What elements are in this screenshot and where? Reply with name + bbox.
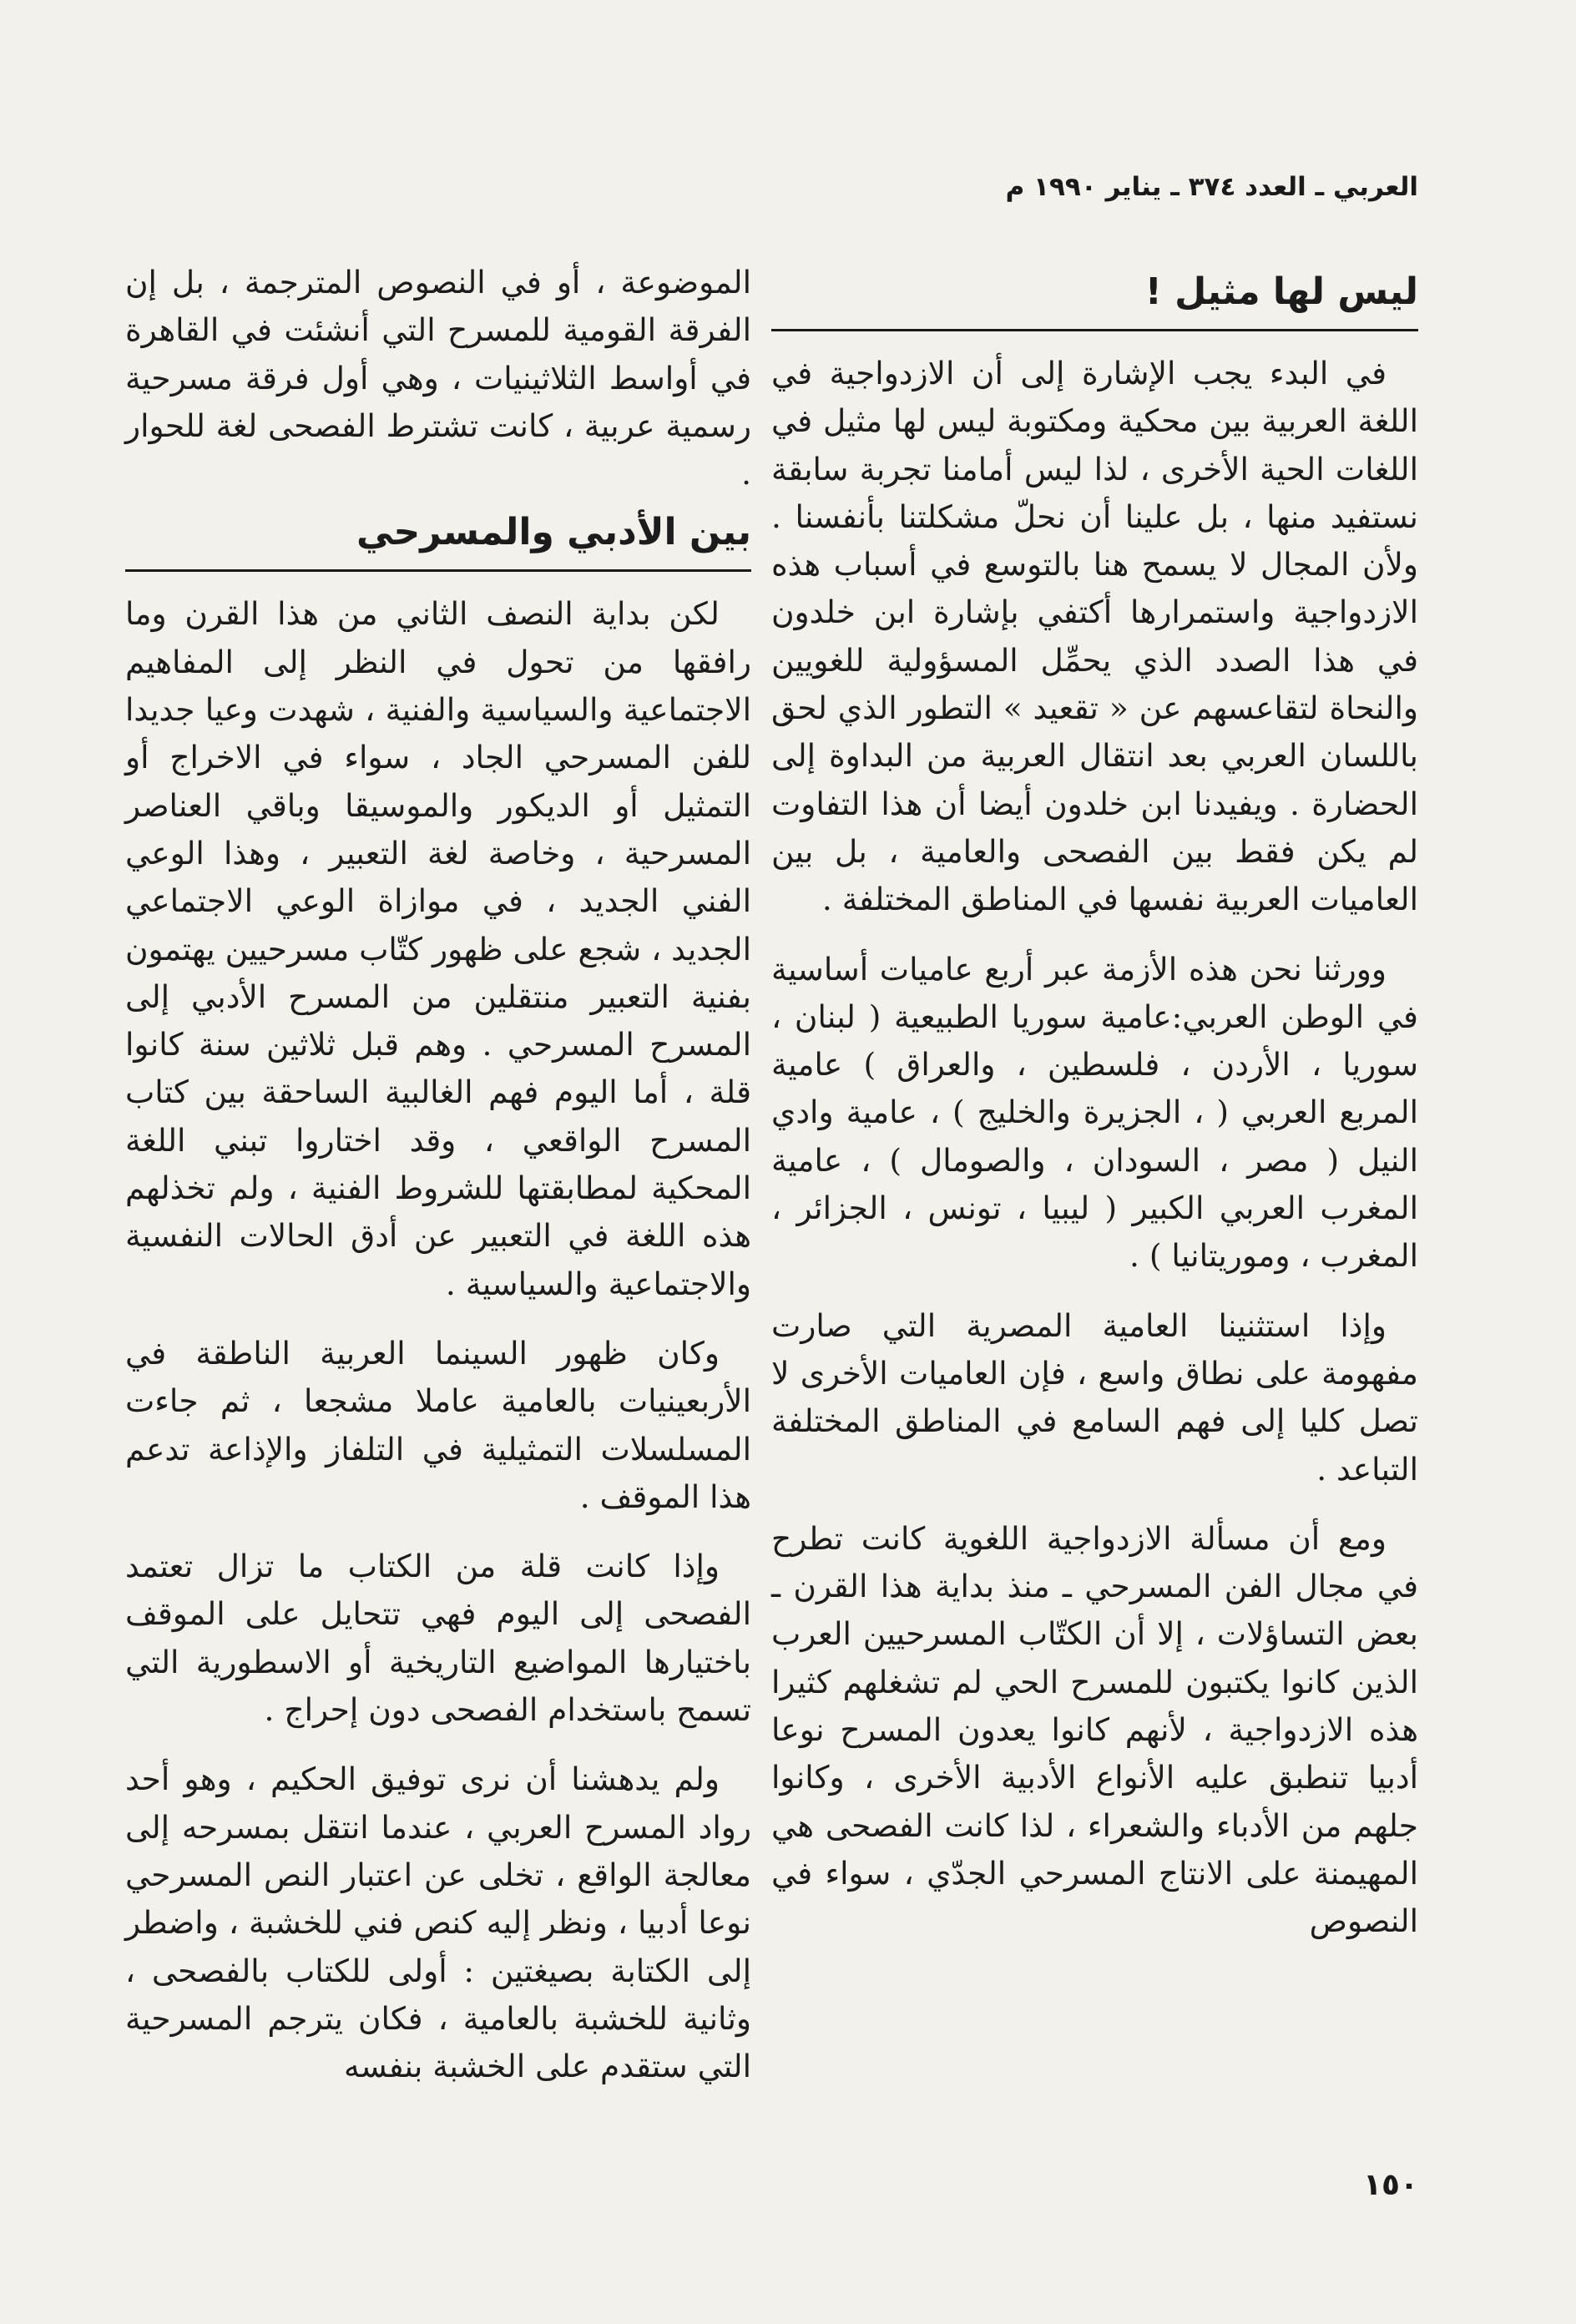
paragraph: في البدء يجب الإشارة إلى أن الازدواجية في اللغة العربية بين محكية ومكتوبة ليس لها مثيل في اللغات الحية الأخرى ، لذا ليس أمامنا تجربة سابقة نستفيد منها ، بل علينا أن نحلّ مشكلتنا بأنفسنا . ولأن المجال لا يسمح هنا بالتوسع في أسباب هذه الازدواجية واستمرارها أكتفي بإشارة ابن خلدون في هذا الصدد الذي يحمِّل المسؤولية للغويين والنحاة لتقاعسهم عن « تقعيد » التطور الذي لحق باللسان العربي بعد انتقال العربية من البداوة إلى الحضارة . ويفيدنا ابن خلدون أيضا أن هذا التفاوت لم يكن فقط بين الفصحى والعامية ، بل بين العاميات العربية نفسها في المناطق المختلفة . xyxy=(771,355,1418,918)
paragraph: وإذا استثنينا العامية المصرية التي صارت مفهومة على نطاق واسع ، فإن العاميات الأخرى لا تصل كليا إلى فهم السامع في المناطق المختلفة التباعد . xyxy=(771,1306,1418,1488)
paragraph: ولم يدهشنا أن نرى توفيق الحكيم ، وهو أحد رواد المسرح العربي ، عندما انتقل بمسرحه إلى معالجة الواقع ، تخلى عن اعتبار النص المسرحي نوعا أدبيا ، ونظر إليه كنص فني للخشبة ، واضطر إلى الكتابة بصيغتين : أولى للكتاب بالفصحى ، وثانية للخشبة بالعامية ، فكان يترجم المسرحية التي ستقدم على الخشبة بنفسه xyxy=(125,1761,751,2085)
paragraph: ومع أن مسألة الازدواجية اللغوية كانت تطرح في مجال الفن المسرحي ـ منذ بداية هذا القرن ـ بعض التساؤلات ، إلا أن الكتّاب المسرحيين العرب الذين كانوا يكتبون للمسرح الحي لم تشغلهم كثيرا هذه الازدواجية ، لأنهم كانوا يعدون المسرح نوعا أدبيا تنطبق عليه الأنواع الأدبية الأخرى ، وكانوا جلهم من الأدباء والشعراء ، لذا كانت الفصحى هي المهيمنة على الانتاج المسرحي الجدّي ، سواء في النصوص xyxy=(771,1519,1418,1940)
paragraph: لكن بداية النصف الثاني من هذا القرن وما رافقها من تحول في النظر إلى المفاهيم الاجتماعية والسياسية والفنية ، شهدت وعيا جديدا للفن المسرحي الجاد ، سواء في الاخراج أو التمثيل أو الديكور والموسيقا وباقي العناصر المسرحية ، وخاصة لغة التعبير ، وهذا الوعي الفني الجديد ، في موازاة الوعي الاجتماعي الجديد ، شجع على ظهور كتّاب مسرحيين يهتمون بفنية التعبير منتقلين من المسرح الأدبي إلى المسرح المسرحي . وهم قبل ثلاثين سنة كانوا قلة ، أما اليوم فهم الغالبية الساحقة بين كتاب المسرح الواقعي ، وقد اختاروا تبني اللغة المحكية لمطابقتها للشروط الفنية ، ولم تخذلهم هذه اللغة في التعبير عن أدق الحالات النفسية والاجتماعية والسياسية . xyxy=(125,595,751,1302)
section-heading-no-equal: ليس لها مثيل ! xyxy=(771,267,1418,331)
page-number: ١٥٠ xyxy=(1363,2168,1418,2202)
running-header: العربي ـ العدد ٣٧٤ ـ يناير ١٩٩٠ م xyxy=(1005,172,1418,202)
right-column xyxy=(771,267,1418,1946)
section-heading-literary-vs-theatrical: بين الأدبي والمسرحي xyxy=(125,508,751,572)
paragraph: وإذا كانت قلة من الكتاب ما تزال تعتمد الفصحى إلى اليوم فهي تتحايل على الموقف باختيارها المواضيع التاريخية أو الاسطورية التي تسمح باستخدام الفصحى دون إحراج . xyxy=(125,1548,751,1729)
paragraph-continued: الموضوعة ، أو في النصوص المترجمة ، بل إن الفرقة القومية للمسرح التي أنشئت في القاهرة في أواسط الثلاثينيات ، وهي أول فرقة مسرحية رسمية عربية ، كانت تشترط الفصحى لغة للحوار . xyxy=(125,264,751,493)
paragraph: وورثنا نحن هذه الأزمة عبر أربع عاميات أساسية في الوطن العربي:عامية سوريا الطبيعية ( لبنان ، سوريا ، الأردن ، فلسطين ، والعراق ) عامية المربع العربي ( ، الجزيرة والخليج ) ، عامية وادي النيل ( مصر ، السودان ، والصومال ) ، عامية المغرب العربي الكبير ( ليبيا ، تونس ، الجزائر ، المغرب ، وموريتانيا ) . xyxy=(771,950,1418,1275)
left-column xyxy=(125,259,751,2090)
paragraph: وكان ظهور السينما العربية الناطقة في الأربعينيات بالعامية عاملا مشجعا ، ثم جاءت المسلسلات التمثيلية في التلفاز والإذاعة تدعم هذا الموقف . xyxy=(125,1334,751,1515)
